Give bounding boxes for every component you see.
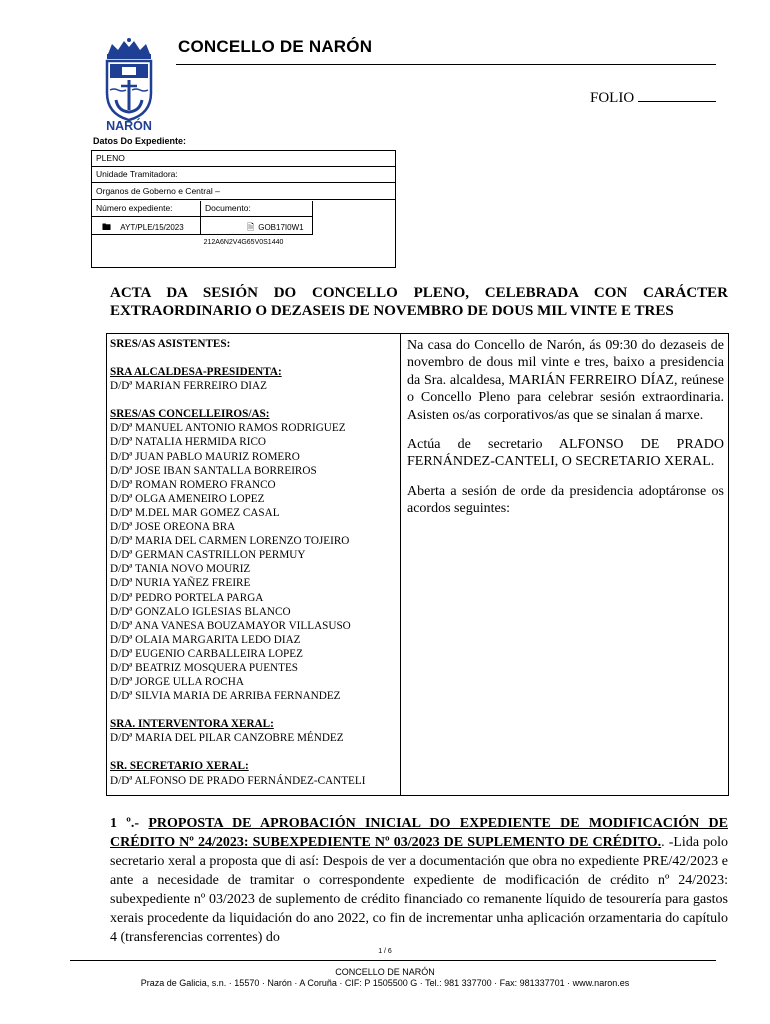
attendees-column bbox=[107, 334, 401, 795]
attendance-table bbox=[106, 333, 729, 796]
expediente-row-organ: PLENO bbox=[92, 151, 395, 167]
title-divider bbox=[176, 64, 716, 65]
list-item: D/Dª MARIA DEL CARMEN LORENZO TOJEIRO bbox=[110, 535, 350, 548]
verification-code: 212A6N2V4G65V0S1440 bbox=[203, 239, 284, 246]
list-item: D/Dª M.DEL MAR GOMEZ CASAL bbox=[110, 506, 280, 519]
list-item: D/Dª PEDRO PORTELA PARGA bbox=[110, 591, 264, 604]
list-item: D/Dª JUAN PABLO MAURIZ ROMERO bbox=[110, 450, 300, 463]
list-item: D/Dª OLAIA MARGARITA LEDO DIAZ bbox=[110, 633, 301, 646]
folio-label: FOLIO bbox=[590, 90, 635, 106]
expediente-box bbox=[91, 150, 396, 268]
interventora-name: D/Dª MARIA DEL PILAR CANZOBRE MÉNDEZ bbox=[110, 732, 344, 745]
list-item: D/Dª SILVIA MARIA DE ARRIBA FERNANDEZ bbox=[110, 690, 341, 703]
alcaldesa-heading: SRA ALCALDESA-PRESIDENTA: bbox=[110, 366, 282, 379]
number-value: AYT/PLE/15/2023 bbox=[120, 223, 184, 232]
footer-divider bbox=[70, 960, 716, 961]
secretary-paragraph: Actúa de secretario ALFONSO DE PRADO FERNÁNDEZ-CANTELI, O SECRETARIO XERAL. bbox=[407, 437, 724, 470]
list-item: D/Dª JOSE OREONA BRA bbox=[110, 521, 236, 534]
secretario-heading: SR. SECRETARIO XERAL: bbox=[110, 760, 249, 773]
acta-title: ACTA DA SESIÓN DO CONCELLO PLENO, CELEBRADA CON CARÁCTER EXTRAORDINARIO O DEZASEIS DE NOVEMBRO DE DOUS MIL VINTE E TRES bbox=[110, 285, 728, 319]
expediente-number-table bbox=[92, 201, 313, 235]
expediente-row-area: Organos de Goberno e Central – bbox=[92, 184, 395, 200]
list-item: D/Dª OLGA AMENEIRO LOPEZ bbox=[110, 492, 265, 505]
page-number: 1 / 6 bbox=[378, 948, 392, 955]
list-item: D/Dª EUGENIO CARBALLEIRA LOPEZ bbox=[110, 647, 303, 660]
list-item: D/Dª JOSE IBAN SANTALLA BORREIROS bbox=[110, 464, 317, 477]
agenda-body: . -Lida polo secretario xeral a proposta que di así: Despois de ver a documentación que obra no expediente PRE/42/2023 e ante a necesidade de tramitar o correspondente expediente de modificación de crédito nº 24/2023: subexpediente nº 03/2023 de suplemento de crédito financiado co remanente líquido de tesourería para gastos xerais procedente da liquidación do ano 2022, co fin de incrementar unha aplicación orzamentaria do capítulo 4 (transferencias correntes) do bbox=[110, 835, 728, 945]
list-item: D/Dª JORGE ULLA ROCHA bbox=[110, 676, 244, 689]
concelleiros-heading: SRES/AS CONCELLEIROS/AS: bbox=[110, 408, 270, 421]
list-item: D/Dª ROMAN ROMERO FRANCO bbox=[110, 478, 276, 491]
footer-organization: CONCELLO DE NARÓN bbox=[335, 967, 435, 977]
list-item: D/Dª MANUEL ANTONIO RAMOS RODRIGUEZ bbox=[110, 422, 346, 435]
number-value-cell bbox=[92, 217, 201, 235]
list-item: D/Dª BEATRIZ MOSQUERA PUENTES bbox=[110, 661, 299, 674]
number-label: Número expediente: bbox=[92, 201, 201, 217]
document-value-cell bbox=[201, 217, 313, 235]
folder-icon: 🖿 bbox=[102, 222, 112, 232]
list-item: D/Dª GERMAN CASTRILLON PERMUY bbox=[110, 549, 306, 562]
agenda-heading: PROPOSTA DE APROBACIÓN INICIAL DO EXPEDIENTE DE MODIFICACIÓN DE CRÉDITO Nº 24/2023: SUBEXPEDIENTE Nº 03/2023 DE SUPLEMENTO DE CRÉDITO. bbox=[110, 816, 728, 850]
session-opening-paragraph: Na casa do Concello de Narón, ás 09:30 do dezaseis de novembro de dous mil vinte e tres, baixo a presidencia da Sra. alcaldesa, MARIÁN FERREIRO DÍAZ, reúnese o Concello Pleno para celebrar sesión extraordinaria. Asisten os/as corporativos/as que se sinalan á marxe. bbox=[407, 338, 724, 423]
list-item: D/Dª TANIA NOVO MOURIZ bbox=[110, 563, 251, 576]
document-icon: 🗎 bbox=[247, 222, 255, 232]
document-label: Documento: bbox=[201, 201, 313, 217]
list-item: D/Dª NURIA YAÑEZ FREIRE bbox=[110, 577, 251, 590]
interventora-heading: SRA. INTERVENTORA XERAL: bbox=[110, 718, 274, 731]
folio-field bbox=[590, 89, 716, 107]
list-item: D/Dª GONZALO IGLESIAS BLANCO bbox=[110, 605, 291, 618]
agenda-item bbox=[110, 814, 728, 947]
folio-blank-line bbox=[638, 89, 716, 102]
concello-logo bbox=[98, 38, 160, 134]
organization-title: CONCELLO DE NARÓN bbox=[178, 37, 373, 56]
logo-wordmark: NARÓN bbox=[106, 119, 152, 133]
concelleiros-list bbox=[110, 421, 396, 703]
expediente-row-unit: Unidade Tramitadora: bbox=[92, 167, 395, 183]
session-text-column bbox=[407, 334, 724, 530]
expediente-heading: Datos Do Expediente: bbox=[93, 136, 187, 146]
secretario-name: D/Dª ALFONSO DE PRADO FERNÁNDEZ-CANTELI bbox=[110, 774, 366, 787]
list-item: D/Dª ANA VANESA BOUZAMAYOR VILLASUSO bbox=[110, 619, 351, 632]
list-item: D/Dª NATALIA HERMIDA RICO bbox=[110, 436, 267, 449]
attendees-heading: SRES/AS ASISTENTES: bbox=[110, 338, 231, 350]
agreements-paragraph: Aberta a sesión de orde da presidencia adoptáronse os acordos seguintes: bbox=[407, 483, 724, 517]
agenda-number: 1 º.- bbox=[110, 816, 140, 831]
footer-address: Praza de Galicia, s.n. · 15570 · Narón · A Coruña · CIF: P 1505500 G · Tel.: 981 337700 · Fax: 981337701 · www.naron.es bbox=[140, 978, 630, 988]
document-value: GOB17I0W1 bbox=[258, 223, 304, 232]
alcaldesa-name: D/Dª MARIAN FERREIRO DIAZ bbox=[110, 380, 267, 393]
